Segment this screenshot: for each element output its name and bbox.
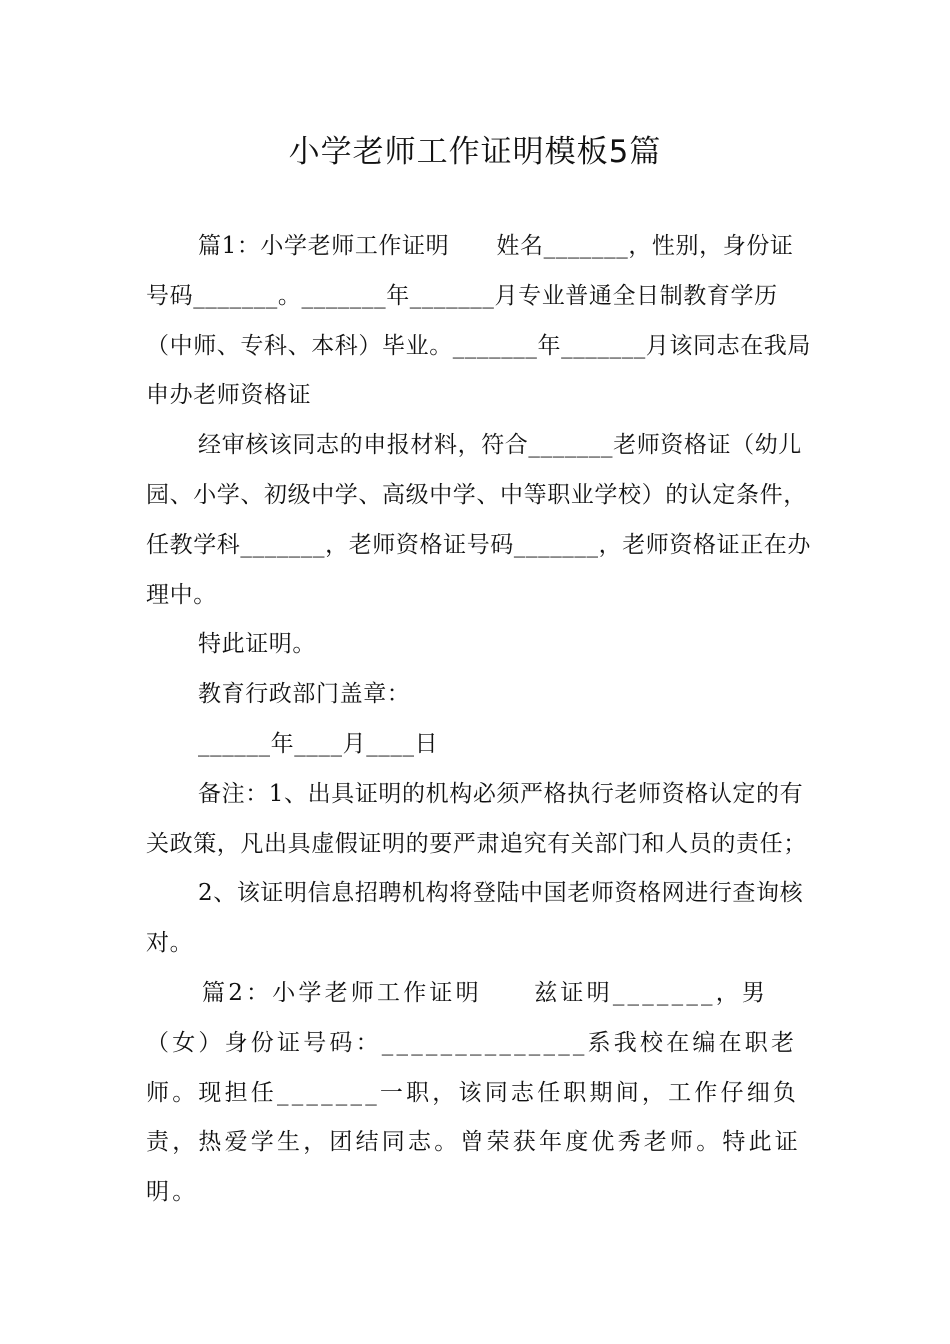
paragraph-1: 篇1：小学老师工作证明 姓名_______，性别，身份证号码_______。_______年_______月专业普通全日制教育学历（中师、专科、本科）毕业。_______年_______月该同志在我局申办老师资格证	[146, 233, 811, 409]
paragraph-7: 篇2：小学老师工作证明 兹证明_______，男（女）身份证号码：______________系我校在编在职老师。现担任_______一职，该同志任职期间，工作仔细负责，热爱学生，团结同志。曾荣获年度优秀老师。特此证明。	[146, 979, 801, 1206]
paragraph-3: 特此证明。	[198, 631, 316, 658]
paragraph-2: 经审核该同志的申报材料，符合_______老师资格证（幼儿园、小学、初级中学、高级中学、中等职业学校）的认定条件，任教学科_______，老师资格证号码_______，老师资格证正在办理中。	[146, 432, 811, 608]
paragraph-note-1: 备注：1、出具证明的机构必须严格执行老师资格认定的有关政策，凡出具虚假证明的要严肃追究有关部门和人员的责任；	[146, 780, 807, 857]
date-line: ______年____月____日	[198, 730, 439, 757]
paragraph-note-2: 2、该证明信息招聘机构将登陆中国老师资格网进行查询核对。	[146, 880, 804, 957]
document-title: 小学老师工作证明模板5篇	[288, 134, 662, 170]
paragraph-4: 教育行政部门盖章：	[198, 681, 411, 708]
document-body	[146, 222, 811, 1218]
